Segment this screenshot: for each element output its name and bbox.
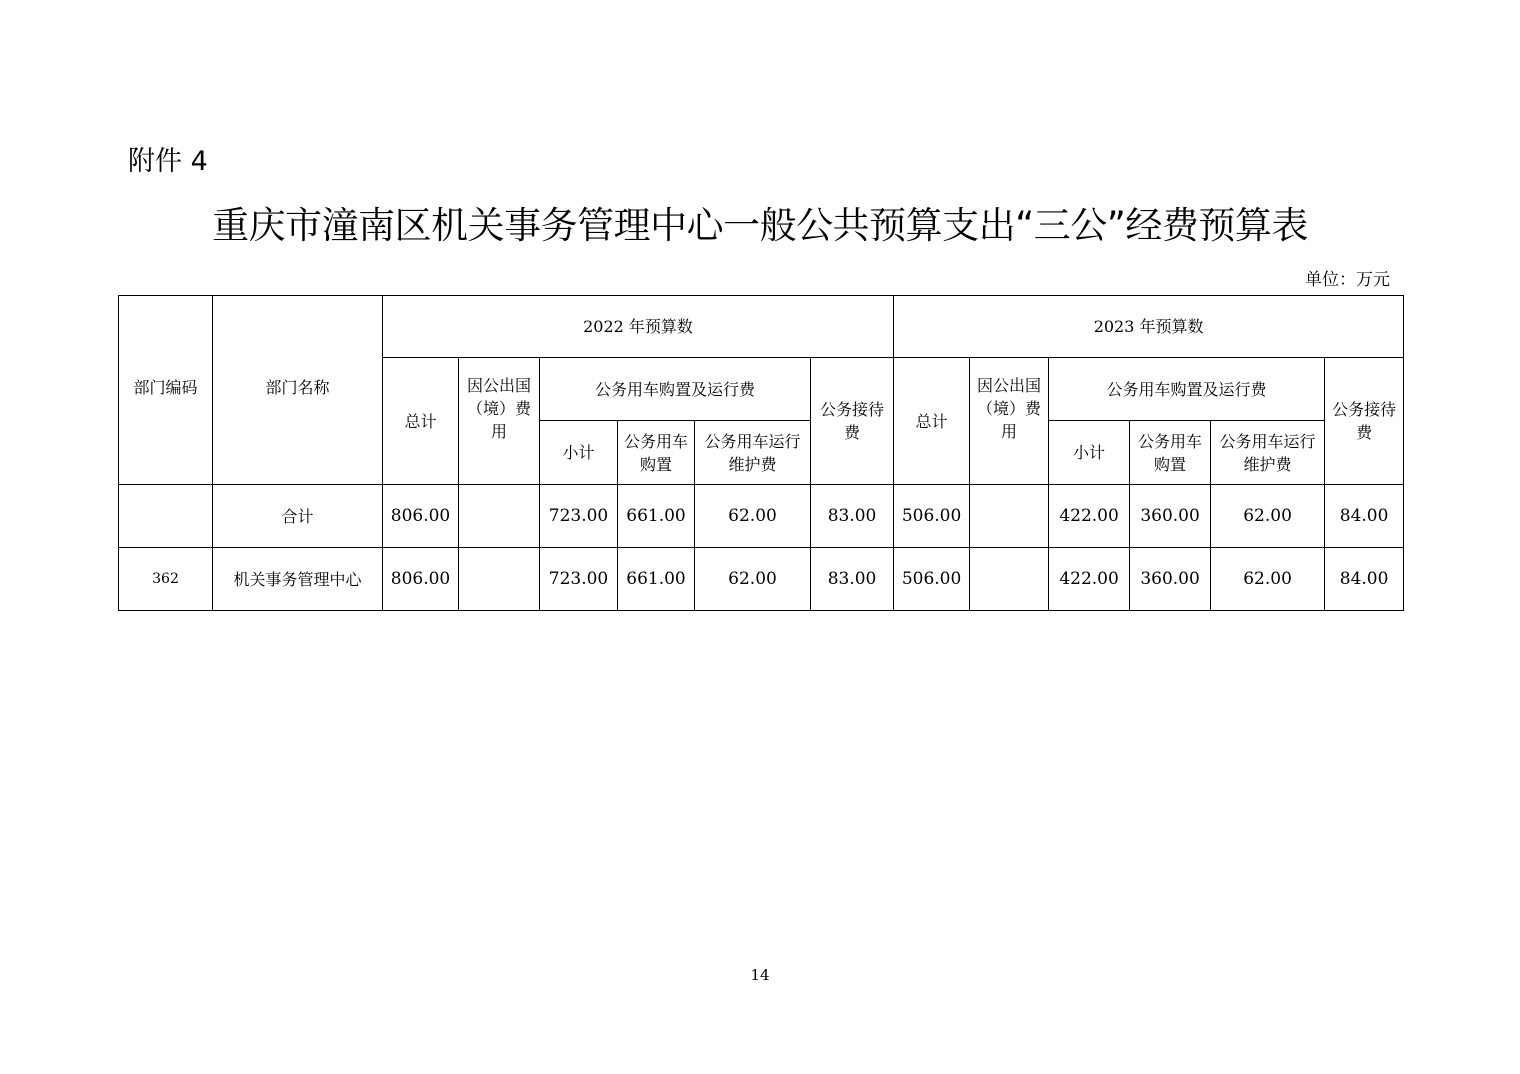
reception-2022-cell: 83.00 bbox=[811, 548, 894, 611]
total-2022-cell: 806.00 bbox=[383, 548, 459, 611]
abroad-2023-cell bbox=[970, 548, 1049, 611]
page-number: 14 bbox=[750, 966, 770, 984]
subtotal-2022-cell: 723.00 bbox=[540, 485, 618, 548]
header-subtotal-2023: 小计 bbox=[1049, 421, 1130, 485]
header-abroad-2023: 因公出国（境）费用 bbox=[970, 358, 1049, 485]
operation-2022-cell: 62.00 bbox=[695, 548, 811, 611]
abroad-2022-cell bbox=[459, 548, 540, 611]
total-2023-cell: 506.00 bbox=[894, 485, 970, 548]
header-dept-code: 部门编码 bbox=[119, 296, 213, 485]
header-total-2022: 总计 bbox=[383, 358, 459, 485]
unit-label: 单位：万元 bbox=[1305, 270, 1390, 290]
total-2023-cell: 506.00 bbox=[894, 548, 970, 611]
header-purchase-2023: 公务用车购置 bbox=[1130, 421, 1211, 485]
dept-code-cell: 362 bbox=[119, 548, 213, 611]
abroad-2023-cell bbox=[970, 485, 1049, 548]
purchase-2022-cell: 661.00 bbox=[618, 485, 695, 548]
subtotal-2022-cell: 723.00 bbox=[540, 548, 618, 611]
operation-2022-cell: 62.00 bbox=[695, 485, 811, 548]
attachment-label: 附件 4 bbox=[128, 146, 208, 177]
header-vehicle-group-2023: 公务用车购置及运行费 bbox=[1049, 358, 1325, 421]
header-year-2022: 2022 年预算数 bbox=[383, 296, 894, 358]
operation-2023-cell: 62.00 bbox=[1211, 548, 1325, 611]
header-purchase-2022: 公务用车购置 bbox=[618, 421, 695, 485]
purchase-2022-cell: 661.00 bbox=[618, 548, 695, 611]
header-operation-2022: 公务用车运行维护费 bbox=[695, 421, 811, 485]
abroad-2022-cell bbox=[459, 485, 540, 548]
dept-code-cell bbox=[119, 485, 213, 548]
subtotal-2023-cell: 422.00 bbox=[1049, 485, 1130, 548]
reception-2023-cell: 84.00 bbox=[1325, 548, 1404, 611]
header-year-2023: 2023 年预算数 bbox=[894, 296, 1404, 358]
purchase-2023-cell: 360.00 bbox=[1130, 548, 1211, 611]
header-row-years bbox=[119, 296, 1404, 358]
dept-name-cell: 机关事务管理中心 bbox=[213, 548, 383, 611]
table-row bbox=[119, 485, 1404, 548]
purchase-2023-cell: 360.00 bbox=[1130, 485, 1211, 548]
header-dept-name: 部门名称 bbox=[213, 296, 383, 485]
total-2022-cell: 806.00 bbox=[383, 485, 459, 548]
header-subtotal-2022: 小计 bbox=[540, 421, 618, 485]
header-reception-2022: 公务接待费 bbox=[811, 358, 894, 485]
header-total-2023: 总计 bbox=[894, 358, 970, 485]
header-abroad-2022: 因公出国（境）费用 bbox=[459, 358, 540, 485]
budget-table bbox=[118, 295, 1404, 611]
reception-2022-cell: 83.00 bbox=[811, 485, 894, 548]
header-vehicle-group-2022: 公务用车购置及运行费 bbox=[540, 358, 811, 421]
operation-2023-cell: 62.00 bbox=[1211, 485, 1325, 548]
subtotal-2023-cell: 422.00 bbox=[1049, 548, 1130, 611]
dept-name-cell: 合计 bbox=[213, 485, 383, 548]
table-row bbox=[119, 548, 1404, 611]
reception-2023-cell: 84.00 bbox=[1325, 485, 1404, 548]
header-reception-2023: 公务接待费 bbox=[1325, 358, 1404, 485]
document-title: 重庆市潼南区机关事务管理中心一般公共预算支出“三公”经费预算表 bbox=[212, 204, 1308, 247]
header-operation-2023: 公务用车运行维护费 bbox=[1211, 421, 1325, 485]
